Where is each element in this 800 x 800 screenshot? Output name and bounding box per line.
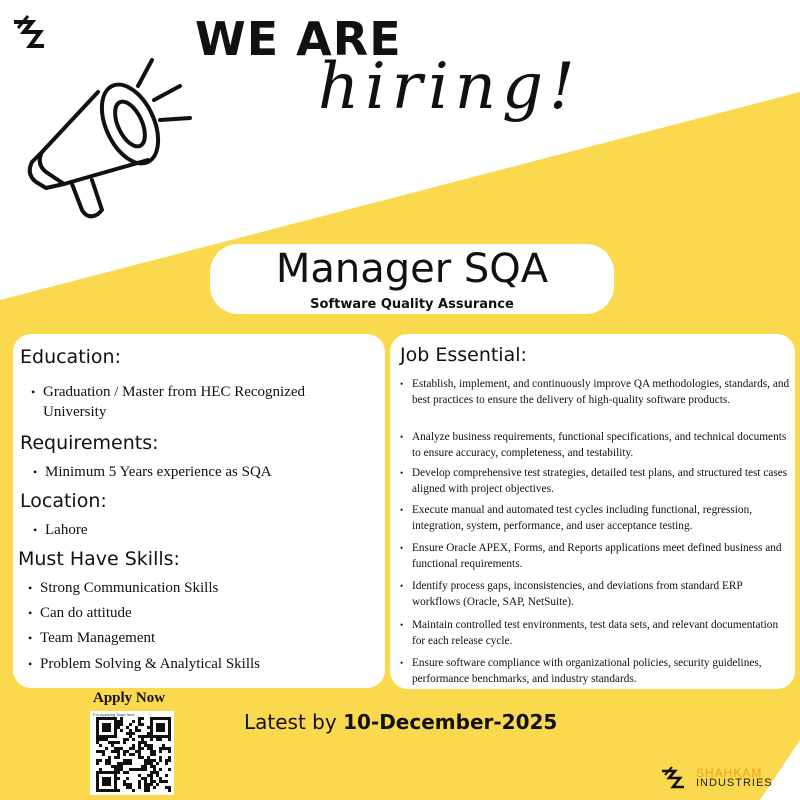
job-essential-item: • Identify process gaps, inconsistencies, and deviations from standard ERP workflows (Oracle, SAP, NetSuite).	[412, 578, 792, 610]
deadline-date: 10-December-2025	[343, 710, 558, 734]
deadline-prefix: Latest by	[244, 710, 337, 734]
job-essential-heading: Job Essential:	[400, 344, 527, 366]
education-heading: Education:	[20, 346, 121, 368]
job-essential-item: • Develop comprehensive test strategies, detailed test plans, and structured test cases aligned with project objectives.	[412, 465, 792, 497]
job-title-card	[210, 244, 614, 314]
requirements-item: • Minimum 5 Years experience as SQA	[45, 462, 365, 482]
qr-code[interactable]	[90, 711, 174, 795]
job-essential-item: • Ensure software compliance with organizational policies, security guidelines, performance benchmarks, and industry standards.	[412, 655, 792, 687]
job-essential-item: • Maintain controlled test environments, test data sets, and relevant documentation for each release cycle.	[412, 617, 792, 649]
skill-item: • Team Management	[40, 628, 370, 648]
location-item: • Lahore	[45, 520, 365, 540]
requirements-heading: Requirements:	[20, 432, 159, 454]
location-heading: Location:	[20, 490, 107, 512]
qr-caption: For Applying Scan here	[93, 712, 135, 717]
brand-subname: INDUSTRIES	[696, 777, 773, 789]
job-essential-item: • Analyze business requirements, functional specifications, and technical documents to ensure accuracy, completeness, and testability.	[412, 429, 792, 461]
skill-item: • Strong Communication Skills	[40, 578, 370, 598]
megaphone-icon	[20, 52, 200, 232]
job-essential-item: • Execute manual and automated test cycles including functional, regression, integration, system, performance, and user acceptance testing.	[412, 502, 792, 534]
skill-item: • Problem Solving & Analytical Skills	[40, 654, 370, 674]
skills-heading: Must Have Skills:	[18, 548, 180, 570]
job-essential-item: • Ensure Oracle APEX, Forms, and Reports applications meet defined business and functional requirements.	[412, 540, 792, 572]
job-title: Manager SQA	[275, 246, 549, 292]
qr-code-icon	[90, 711, 174, 795]
brand-name: SHAHKAM	[696, 766, 763, 780]
skill-item: • Can do attitude	[40, 603, 370, 623]
header-we-are: WE ARE	[195, 12, 402, 66]
apply-now-label: Apply Now	[93, 690, 166, 706]
company-logo-icon	[10, 12, 52, 54]
job-essential-item: • Establish, implement, and continuously improve QA methodologies, standards, and best practices to ensure the delivery of high-quality software products.	[412, 376, 792, 408]
left-info-card	[13, 334, 385, 688]
job-subtitle: Software Quality Assurance	[310, 297, 514, 312]
deadline-line	[244, 710, 557, 734]
job-essential-card	[390, 334, 795, 689]
header-hiring: hiring!	[318, 50, 581, 124]
brand-logo-icon	[660, 764, 688, 792]
education-item: • Graduation / Master from HEC Recognized University	[43, 382, 363, 422]
